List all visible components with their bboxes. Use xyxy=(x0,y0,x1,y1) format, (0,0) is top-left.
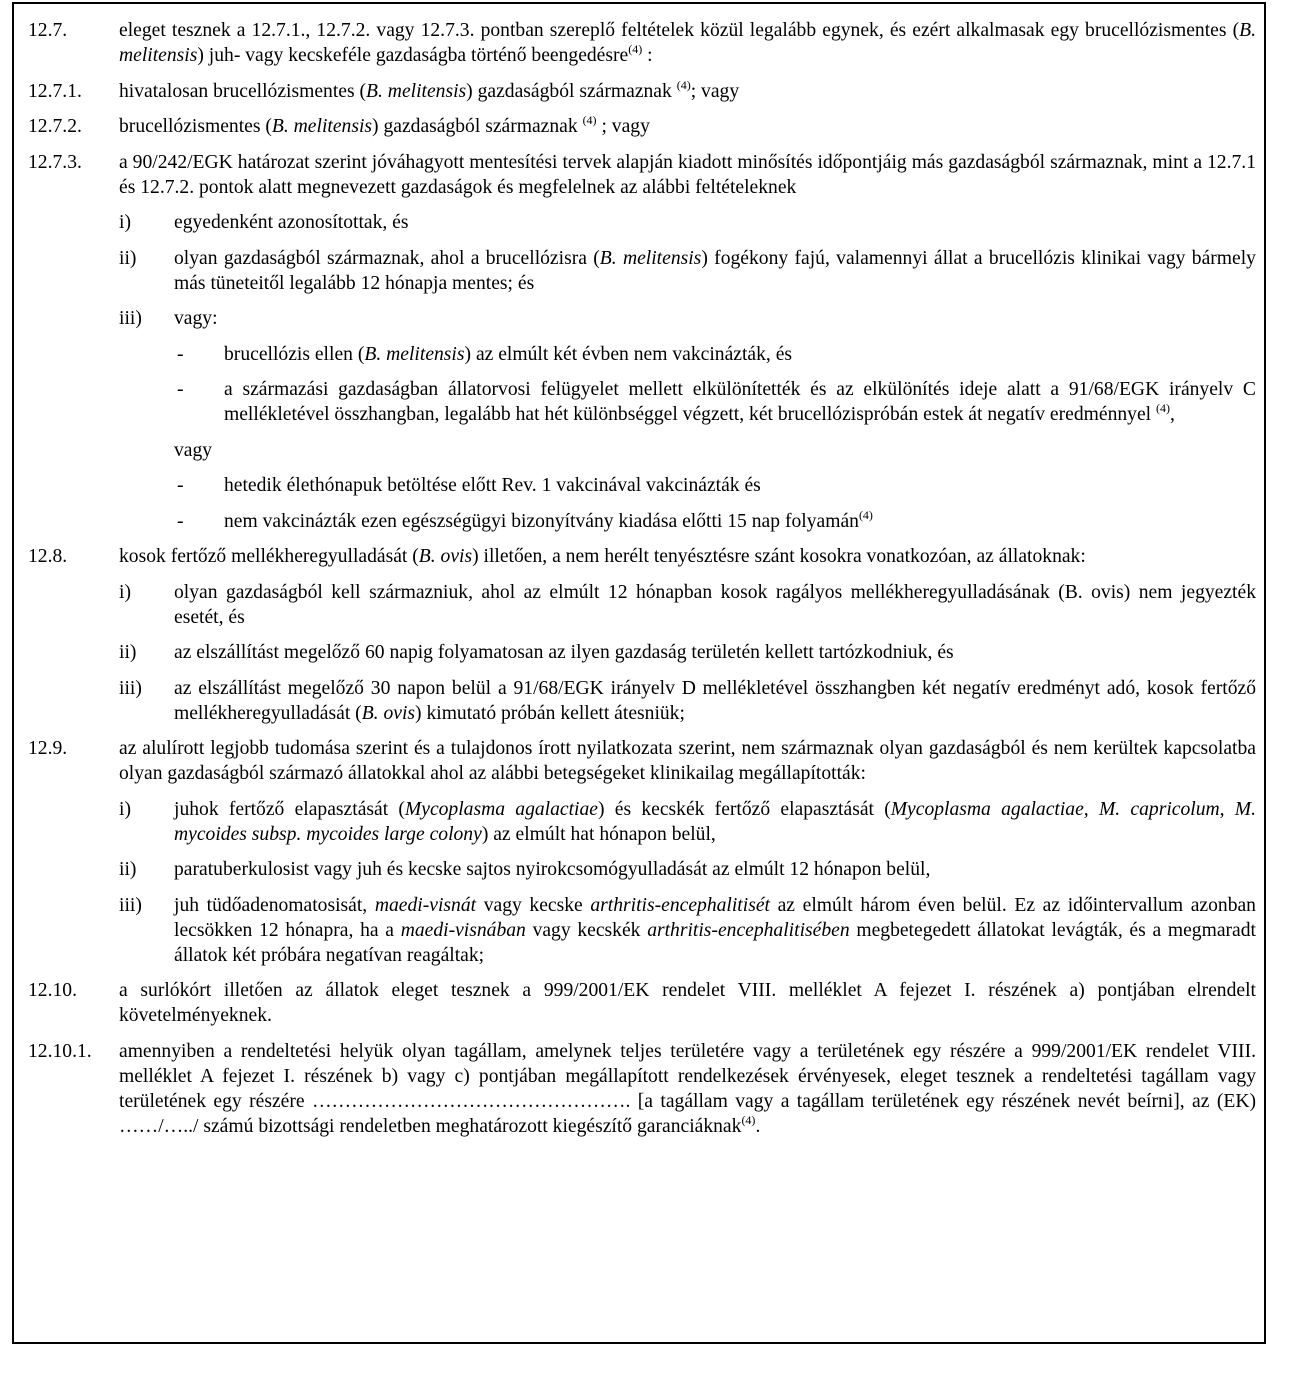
subclause-number: iii) xyxy=(119,677,142,699)
clause-text xyxy=(28,18,1256,68)
text-run: vagy xyxy=(174,439,213,461)
clause-text xyxy=(28,114,1256,139)
text-run: ) az elmúlt két évben nem vakcinázták, és xyxy=(464,343,793,365)
footnote-ref: (4) xyxy=(741,1112,756,1127)
clause-text xyxy=(28,79,1256,104)
text-run: : xyxy=(642,45,653,66)
subclause-number: ii) xyxy=(119,859,137,880)
clause-text xyxy=(174,306,1256,331)
text-run: hivatalosan brucellózismentes ( xyxy=(119,80,367,102)
subclause-number: ii) xyxy=(119,642,137,663)
text-run: olyan gazdaságból származnak, ahol a brucellózisra ( xyxy=(174,247,600,269)
text-run: megbetegedett állatokat levágták, és a megmaradt állatok két próbára negatívan reagáltak; xyxy=(174,919,1256,966)
dash-marker: - xyxy=(177,510,184,532)
italic-term: B. melitensis xyxy=(119,20,1256,66)
text-run: ) az elmúlt hat hónapon belül, xyxy=(481,823,716,845)
clause-item xyxy=(28,114,1256,139)
italic-term: maedi-visnát xyxy=(374,894,477,916)
text-run: a surlókórt illetően az állatok eleget tesznek a 999/2001/EK rendelet VIII. melléklet A fejezet I. részének a) pontjában elrendelt követelményeknek. xyxy=(119,980,1256,1026)
italic-term: Mycoplasma agalactiae xyxy=(404,798,598,820)
subclause-number: i) xyxy=(119,798,131,820)
subclause-number: i) xyxy=(119,581,131,603)
text-run: hetedik élethónapuk betöltése előtt Rev. 1 vakcinával vakcinázták és xyxy=(224,475,761,496)
text-run: a származási gazdaságban állatorvosi felügyelet mellett elkülönítették és az elkülönítés ideje alatt a 91/68/EGK irányelv C mellékletével összhangban, legalább hat hét különbséggel végzett, két brucellózispróbán estek át negatív eredménnyel xyxy=(224,379,1256,425)
clause-number: 12.8. xyxy=(28,546,68,567)
footnote-ref: (4) xyxy=(858,507,873,522)
subclause-item xyxy=(28,306,1256,331)
text-run: vagy kecskék xyxy=(525,919,648,941)
clause-text xyxy=(174,210,1256,235)
subclause-item xyxy=(28,857,1256,882)
dash-marker: - xyxy=(177,475,184,496)
text-run: ) kimutató próbán kellett átesniük; xyxy=(415,702,685,724)
text-run: ) és kecskék fertőző elapasztását ( xyxy=(598,798,891,820)
subclause-item xyxy=(28,640,1256,665)
clause-text xyxy=(224,344,792,365)
clause-number: 12.10. xyxy=(28,980,77,1001)
clause-text xyxy=(174,797,1256,847)
subclause-item xyxy=(28,676,1256,726)
clause-number: 12.7. xyxy=(28,20,68,41)
text-run: ) illetően, a nem herélt tenyésztésre szánt kosokra vonatkozóan, az állatoknak: xyxy=(472,546,1086,567)
dash-marker: - xyxy=(177,343,184,365)
text-run: ) fogékony fajú, valamennyi állat a brucellózis klinikai vagy bármely más tüneteitől legalább 12 hónapja mentes; és xyxy=(174,247,1256,294)
clause-item xyxy=(28,544,1256,569)
dash-item xyxy=(28,342,1256,367)
clause-number: 12.7.3. xyxy=(28,151,82,173)
clause-text xyxy=(174,580,1256,630)
footnote-ref: (4) xyxy=(676,77,691,92)
clause-text xyxy=(28,978,1256,1028)
text-run: ) gazdaságból származnak xyxy=(466,80,677,102)
italic-term: B. melitensis xyxy=(271,116,373,137)
text-run: brucellózismentes ( xyxy=(119,116,272,137)
clause-text xyxy=(174,246,1256,296)
clause-text xyxy=(28,150,1256,200)
clause-number: 12.7.1. xyxy=(28,80,82,102)
subclause-item xyxy=(28,580,1256,630)
dash-item xyxy=(28,473,1256,498)
subclause-item xyxy=(28,893,1256,968)
text-run: ; vagy xyxy=(690,80,740,102)
text-run: , xyxy=(1170,404,1175,425)
clause-text xyxy=(28,544,1256,569)
clause-item xyxy=(28,79,1256,104)
italic-term: arthritis-encephalitisében xyxy=(647,919,850,941)
text-run: vagy kecske xyxy=(476,894,591,916)
text-run: kosok fertőző mellékheregyulladását ( xyxy=(119,546,419,567)
clause-number: 12.7.2. xyxy=(28,116,82,137)
text-run: paratuberkulosist vagy juh és kecske sajtos nyirokcsomógyulladását az elmúlt 12 hónapon belül, xyxy=(174,859,931,880)
text-run: brucellózis ellen ( xyxy=(224,343,365,365)
text-run: eleget tesznek a 12.7.1., 12.7.2. vagy 12.7.3. pontban szereplő feltételek közül legalább egynek, és ezért alkalmasak egy brucellózismentes ( xyxy=(119,20,1240,41)
text-run: ) gazdaságból származnak xyxy=(372,116,583,137)
text-run: egyedenként azonosítottak, és xyxy=(174,212,409,233)
clause-item xyxy=(28,18,1256,68)
clause-text xyxy=(224,475,761,496)
clause-item xyxy=(28,736,1256,786)
text-run: amennyiben a rendeltetési helyük olyan tagállam, amelynek teljes területére vagy a területének egy részére a 999/2001/EK rendelet VIII. melléklet A fejezet I. részének b) vagy c) pontjában megállapított rendelkezések érvényesek, eleget tesznek a rendeltetési tagállam vagy területének egy részére …………………………………………. [a tagállam vagy a tagállam területének egy részének nevét beírni], az (EK) ……/…../ számú bizottsági rendeletben meghatározott kiegészítő garanciáknak xyxy=(119,1040,1256,1137)
clause-number: 12.9. xyxy=(28,738,68,759)
subclause-number: iii) xyxy=(119,308,142,329)
clause-text xyxy=(28,1039,1256,1139)
clause-text xyxy=(224,379,1256,425)
text-run: ; vagy xyxy=(596,116,650,137)
italic-term: Mycoplasma agalactiae, M. capricolum, M. mycoides subsp. mycoides large colony xyxy=(174,798,1257,845)
italic-term: maedi-visnában xyxy=(400,919,526,941)
text-run: az elszállítást megelőző 60 napig folyamatosan az ilyen gazdaság területén kellett tartózkodniuk, és xyxy=(174,642,954,663)
dash-item xyxy=(28,509,1256,534)
clause-item xyxy=(28,1039,1256,1139)
text-run: az elmúlt három éven belül. Ez az időintervallum azonban lecsökken 12 hónapra, ha a xyxy=(174,894,1256,941)
clause-item xyxy=(28,978,1256,1028)
text-run: az elszállítást megelőző 30 napon belül a 91/68/EGK irányelv D mellékletével összhangben két negatív eredményt adó, kosok fertőző mellékheregyulladását ( xyxy=(174,677,1256,724)
clause-text xyxy=(174,857,1256,882)
italic-term: B. ovis xyxy=(361,702,416,724)
italic-term: B. melitensis xyxy=(364,343,465,365)
italic-term: B. melitensis xyxy=(366,80,467,102)
text-run: juh tüdőadenomatosisát, xyxy=(174,894,375,916)
dash-item xyxy=(28,377,1256,427)
text-run: vagy: xyxy=(174,308,218,329)
clause-text xyxy=(174,640,1256,665)
text-run: juhok fertőző elapasztását ( xyxy=(174,798,405,820)
clause-number: 12.10.1. xyxy=(28,1040,92,1062)
subclause-item xyxy=(28,797,1256,847)
clause-text xyxy=(174,676,1256,726)
subclause-number: iii) xyxy=(119,894,142,916)
subclause-number: ii) xyxy=(119,247,137,269)
clause-text xyxy=(224,507,873,532)
italic-term: B. melitensis xyxy=(599,247,702,269)
connector-text xyxy=(28,438,1256,463)
italic-term: arthritis-encephalitisét xyxy=(590,894,770,916)
clause-text xyxy=(28,736,1256,786)
clause-item xyxy=(28,150,1256,200)
text-run: olyan gazdaságból kell származniuk, ahol az elmúlt 12 hónapban kosok ragályos mellékheregyulladásának (B. ovis) nem jegyezték esetét, és xyxy=(174,581,1256,628)
text-run: az alulírott legjobb tudomása szerint és a tulajdonos írott nyilatkozata szerint, nem származnak olyan gazdaságból és nem kerültek kapcsolatba olyan gazdaságból származó állatokkal ahol az alábbi betegségeket klinikailag megállapították: xyxy=(119,738,1256,784)
text-run: . xyxy=(755,1115,761,1137)
footnote-ref: (4) xyxy=(628,42,643,56)
italic-term: B. ovis xyxy=(418,546,473,567)
clause-text xyxy=(174,440,212,461)
text-run: a 90/242/EGK határozat szerint jóváhagyott mentesítési tervek alapján kiadott minősítés időpontjáig más gazdaságból származnak, mint a 12.7.1 és 12.7.2. pontok alatt megnevezett gazdaságok és megfelelnek az alábbi feltételeknek xyxy=(119,151,1256,198)
text-run: ) juh- vagy kecskeféle gazdaságba történő beengedésre xyxy=(197,45,629,66)
footnote-ref: (4) xyxy=(1156,401,1170,415)
footnote-ref: (4) xyxy=(582,113,597,127)
subclause-item xyxy=(28,246,1256,296)
text-run: nem vakcinázták ezen egészségügyi bizonyítvány kiadása előtti 15 nap folyamán xyxy=(224,510,859,532)
dash-marker: - xyxy=(177,379,184,400)
clause-text xyxy=(174,893,1256,968)
subclause-number: i) xyxy=(119,212,131,233)
document-body xyxy=(28,18,1256,1149)
subclause-item xyxy=(28,210,1256,235)
